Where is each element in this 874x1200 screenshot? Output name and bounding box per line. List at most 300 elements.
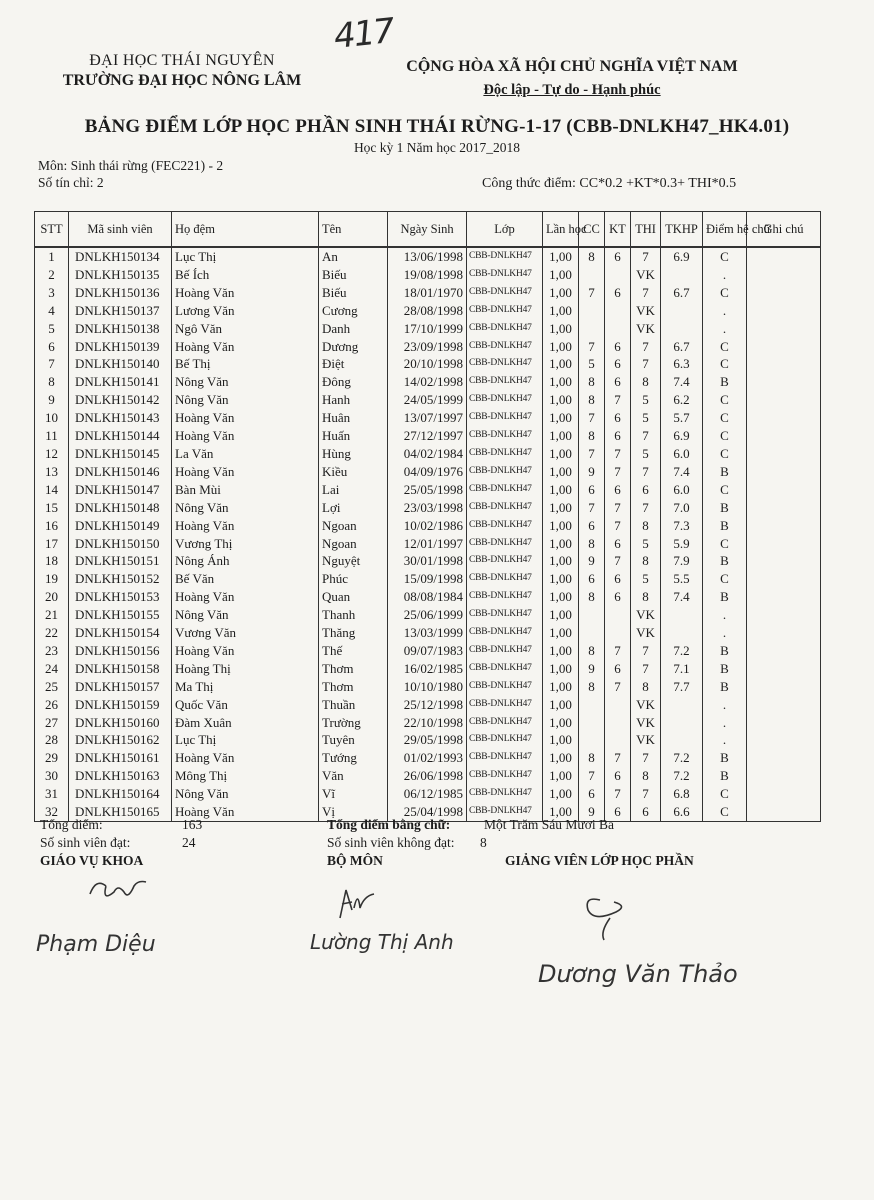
cell-dob: 25/12/1998 [388, 696, 467, 714]
cell-letter-grade: B [703, 552, 747, 570]
table-row [35, 320, 821, 338]
table-row [35, 588, 821, 606]
cell-student-id: DNLKH150136 [69, 284, 172, 302]
cell-note [747, 481, 821, 499]
cell-name: Huân [319, 409, 388, 427]
cell-tkhp: 6.7 [661, 284, 703, 302]
table-row [35, 409, 821, 427]
table-row [35, 624, 821, 642]
cell-tkhp [661, 302, 703, 320]
cell-attempt: 1,00 [543, 463, 579, 481]
cell-stt: 4 [35, 302, 69, 320]
cell-kt: 6 [605, 247, 631, 266]
cell-surname: Nông Văn [172, 606, 319, 624]
cell-class: CBB-DNLKH47 [467, 642, 543, 660]
cell-stt: 26 [35, 696, 69, 714]
cell-note [747, 749, 821, 767]
cell-stt: 27 [35, 714, 69, 732]
cell-cc: 7 [579, 445, 605, 463]
department-signature-mark [330, 880, 380, 925]
cell-dob: 28/08/1998 [388, 302, 467, 320]
cell-class: CBB-DNLKH47 [467, 714, 543, 732]
cell-class: CBB-DNLKH47 [467, 320, 543, 338]
cell-kt: 6 [605, 427, 631, 445]
cell-letter-grade: B [703, 373, 747, 391]
lecturer-title: GIẢNG VIÊN LỚP HỌC PHẦN [505, 853, 694, 868]
cell-attempt: 1,00 [543, 642, 579, 660]
cell-cc [579, 606, 605, 624]
cell-cc: 8 [579, 373, 605, 391]
cell-note [747, 517, 821, 535]
cell-tkhp: 5.9 [661, 535, 703, 553]
cell-note [747, 714, 821, 732]
table-row [35, 660, 821, 678]
cell-dob: 10/02/1986 [388, 517, 467, 535]
cell-dob: 20/10/1998 [388, 355, 467, 373]
lecturer-signature-name: Dương Văn Thảo [538, 960, 738, 988]
cell-surname: Vương Thị [172, 535, 319, 553]
cell-surname: Hoàng Văn [172, 803, 319, 821]
cell-cc [579, 731, 605, 749]
cell-name: Cương [319, 302, 388, 320]
table-row [35, 535, 821, 553]
cell-dob: 18/01/1970 [388, 284, 467, 302]
cell-note [747, 338, 821, 356]
cell-cc [579, 696, 605, 714]
cell-kt: 6 [605, 373, 631, 391]
cell-name: Lợi [319, 499, 388, 517]
cell-letter-grade: . [703, 266, 747, 284]
cell-attempt: 1,00 [543, 785, 579, 803]
grades-table-header [35, 212, 821, 248]
lecturer-signature-mark [570, 888, 650, 948]
cell-kt [605, 714, 631, 732]
cell-stt: 24 [35, 660, 69, 678]
cell-class: CBB-DNLKH47 [467, 338, 543, 356]
cell-thi: 7 [631, 749, 661, 767]
table-row [35, 391, 821, 409]
cell-class: CBB-DNLKH47 [467, 391, 543, 409]
table-row [35, 767, 821, 785]
cell-dob: 12/01/1997 [388, 535, 467, 553]
cell-tkhp: 7.3 [661, 517, 703, 535]
cell-note [747, 302, 821, 320]
cell-note [747, 588, 821, 606]
cell-thi: 5 [631, 445, 661, 463]
cell-stt: 3 [35, 284, 69, 302]
cell-name: Tướng [319, 749, 388, 767]
cell-letter-grade: B [703, 499, 747, 517]
cell-thi: 8 [631, 517, 661, 535]
cell-class: CBB-DNLKH47 [467, 463, 543, 481]
cell-note [747, 570, 821, 588]
cell-surname: Bế Ích [172, 266, 319, 284]
cell-note [747, 803, 821, 821]
cell-surname: Nông Văn [172, 499, 319, 517]
cell-letter-grade: B [703, 767, 747, 785]
cell-student-id: DNLKH150163 [69, 767, 172, 785]
cell-tkhp: 6.9 [661, 427, 703, 445]
cell-thi: 6 [631, 803, 661, 821]
cell-thi: VK [631, 606, 661, 624]
cell-kt: 7 [605, 749, 631, 767]
cell-tkhp: 6.6 [661, 803, 703, 821]
cell-stt: 29 [35, 749, 69, 767]
cell-note [747, 355, 821, 373]
cell-kt: 6 [605, 588, 631, 606]
cell-kt [605, 266, 631, 284]
cell-stt: 1 [35, 247, 69, 266]
cell-dob: 16/02/1985 [388, 660, 467, 678]
cell-attempt: 1,00 [543, 731, 579, 749]
cell-stt: 5 [35, 320, 69, 338]
cell-student-id: DNLKH150154 [69, 624, 172, 642]
cell-surname: Hoàng Văn [172, 427, 319, 445]
cell-name: Văn [319, 767, 388, 785]
cell-thi: 6 [631, 481, 661, 499]
cell-letter-grade: C [703, 570, 747, 588]
cell-dob: 13/07/1997 [388, 409, 467, 427]
cell-tkhp: 6.2 [661, 391, 703, 409]
cell-thi: 8 [631, 552, 661, 570]
cell-tkhp: 6.0 [661, 445, 703, 463]
cell-dob: 01/02/1993 [388, 749, 467, 767]
cell-kt: 7 [605, 552, 631, 570]
semester-line: Học kỳ 1 Năm học 2017_2018 [353, 140, 521, 155]
table-row [35, 642, 821, 660]
national-motto: Độc lập - Tự do - Hạnh phúc [483, 82, 661, 98]
cell-tkhp: 6.3 [661, 355, 703, 373]
credits-line: Số tín chỉ: 2 [38, 175, 104, 190]
cell-dob: 09/07/1983 [388, 642, 467, 660]
cell-name: Thế [319, 642, 388, 660]
cell-dob: 10/10/1980 [388, 678, 467, 696]
cell-class: CBB-DNLKH47 [467, 481, 543, 499]
dean-signature-name: Phạm Diệu [36, 932, 156, 957]
table-row [35, 785, 821, 803]
passed-label: Số sinh viên đạt: [40, 835, 131, 850]
cell-class: CBB-DNLKH47 [467, 767, 543, 785]
cell-stt: 15 [35, 499, 69, 517]
cell-surname: Vương Văn [172, 624, 319, 642]
cell-letter-grade: B [703, 642, 747, 660]
cell-class: CBB-DNLKH47 [467, 535, 543, 553]
table-row [35, 517, 821, 535]
cell-dob: 13/03/1999 [388, 624, 467, 642]
cell-surname: Hoàng Văn [172, 642, 319, 660]
cell-note [747, 606, 821, 624]
cell-student-id: DNLKH150135 [69, 266, 172, 284]
cell-class: CBB-DNLKH47 [467, 517, 543, 535]
cell-thi: 8 [631, 373, 661, 391]
cell-name: Hùng [319, 445, 388, 463]
failed-value: 8 [480, 835, 487, 850]
cell-dob: 27/12/1997 [388, 427, 467, 445]
table-row [35, 427, 821, 445]
cell-attempt: 1,00 [543, 552, 579, 570]
cell-kt: 7 [605, 642, 631, 660]
table-row [35, 499, 821, 517]
cell-class: CBB-DNLKH47 [467, 499, 543, 517]
cell-tkhp [661, 606, 703, 624]
cell-class: CBB-DNLKH47 [467, 302, 543, 320]
cell-name: Đông [319, 373, 388, 391]
cell-student-id: DNLKH150150 [69, 535, 172, 553]
cell-student-id: DNLKH150138 [69, 320, 172, 338]
cell-thi: 8 [631, 588, 661, 606]
cell-attempt: 1,00 [543, 767, 579, 785]
cell-thi: 7 [631, 642, 661, 660]
cell-student-id: DNLKH150156 [69, 642, 172, 660]
cell-attempt: 1,00 [543, 284, 579, 302]
cell-letter-grade: . [703, 714, 747, 732]
cell-dob: 25/04/1998 [388, 803, 467, 821]
cell-stt: 31 [35, 785, 69, 803]
cell-thi: 7 [631, 338, 661, 356]
cell-attempt: 1,00 [543, 588, 579, 606]
cell-surname: Hoàng Văn [172, 749, 319, 767]
cell-stt: 13 [35, 463, 69, 481]
handwritten-page-number: 417 [332, 11, 395, 57]
cell-surname: Hoàng Văn [172, 338, 319, 356]
cell-surname: Hoàng Thị [172, 660, 319, 678]
cell-tkhp [661, 266, 703, 284]
national-header [398, 58, 746, 99]
cell-kt: 7 [605, 463, 631, 481]
cell-note [747, 284, 821, 302]
cell-dob: 22/10/1998 [388, 714, 467, 732]
cell-stt: 19 [35, 570, 69, 588]
cell-surname: Lương Văn [172, 302, 319, 320]
cell-thi: 7 [631, 247, 661, 266]
cell-name: Biếu [319, 284, 388, 302]
cell-stt: 14 [35, 481, 69, 499]
cell-class: CBB-DNLKH47 [467, 445, 543, 463]
cell-dob: 25/05/1998 [388, 481, 467, 499]
cell-letter-grade: C [703, 445, 747, 463]
cell-student-id: DNLKH150165 [69, 803, 172, 821]
cell-cc: 7 [579, 499, 605, 517]
col-header-dob: Ngày Sinh [388, 212, 467, 248]
cell-tkhp: 6.0 [661, 481, 703, 499]
cell-kt: 6 [605, 338, 631, 356]
cell-kt: 6 [605, 767, 631, 785]
cell-dob: 17/10/1999 [388, 320, 467, 338]
subject-line: Môn: Sinh thái rừng (FEC221) - 2 [38, 158, 224, 173]
country-name: CỘNG HÒA XÃ HỘI CHỦ NGHĨA VIỆT NAM [406, 58, 738, 75]
cell-attempt: 1,00 [543, 445, 579, 463]
cell-tkhp: 7.4 [661, 373, 703, 391]
cell-student-id: DNLKH150148 [69, 499, 172, 517]
total-score-value: 163 [182, 817, 203, 832]
table-row [35, 463, 821, 481]
cell-letter-grade: B [703, 678, 747, 696]
cell-thi: 7 [631, 427, 661, 445]
cell-name: Trường [319, 714, 388, 732]
cell-kt [605, 731, 631, 749]
cell-student-id: DNLKH150164 [69, 785, 172, 803]
cell-cc: 9 [579, 463, 605, 481]
cell-class: CBB-DNLKH47 [467, 588, 543, 606]
cell-note [747, 660, 821, 678]
cell-attempt: 1,00 [543, 535, 579, 553]
cell-stt: 17 [35, 535, 69, 553]
table-row [35, 355, 821, 373]
cell-thi: 5 [631, 391, 661, 409]
cell-surname: Hoàng Văn [172, 409, 319, 427]
cell-dob: 25/06/1999 [388, 606, 467, 624]
col-header-class: Lớp [467, 212, 543, 248]
cell-thi: 7 [631, 463, 661, 481]
cell-cc: 8 [579, 247, 605, 266]
cell-kt: 7 [605, 445, 631, 463]
cell-tkhp [661, 714, 703, 732]
cell-name: An [319, 247, 388, 266]
cell-name: Phúc [319, 570, 388, 588]
cell-tkhp: 5.7 [661, 409, 703, 427]
cell-name: Thuần [319, 696, 388, 714]
cell-letter-grade: C [703, 284, 747, 302]
col-header-attempt: Lần học [543, 212, 579, 248]
cell-stt: 7 [35, 355, 69, 373]
cell-cc: 9 [579, 803, 605, 821]
cell-student-id: DNLKH150140 [69, 355, 172, 373]
cell-kt: 7 [605, 517, 631, 535]
cell-dob: 04/02/1984 [388, 445, 467, 463]
table-row [35, 749, 821, 767]
university-name: ĐẠI HỌC THÁI NGUYÊN [89, 52, 275, 69]
cell-dob: 23/03/1998 [388, 499, 467, 517]
table-row [35, 552, 821, 570]
table-row [35, 696, 821, 714]
cell-class: CBB-DNLKH47 [467, 409, 543, 427]
col-header-surname: Họ đệm [172, 212, 319, 248]
cell-attempt: 1,00 [543, 481, 579, 499]
cell-note [747, 731, 821, 749]
cell-letter-grade: C [703, 391, 747, 409]
cell-dob: 06/12/1985 [388, 785, 467, 803]
department-signature-name: Lường Thị Anh [310, 930, 454, 954]
cell-student-id: DNLKH150160 [69, 714, 172, 732]
cell-name: Tuyên [319, 731, 388, 749]
cell-note [747, 373, 821, 391]
document-title: BẢNG ĐIỂM LỚP HỌC PHẦN SINH THÁI RỪNG-1-17 (CBB-DNLKH47_HK4.01) [84, 116, 790, 137]
cell-dob: 15/09/1998 [388, 570, 467, 588]
cell-kt [605, 624, 631, 642]
cell-stt: 21 [35, 606, 69, 624]
cell-kt: 7 [605, 678, 631, 696]
cell-note [747, 767, 821, 785]
cell-name: Dương [319, 338, 388, 356]
cell-name: Thanh [319, 606, 388, 624]
school-name: TRƯỜNG ĐẠI HỌC NÔNG LÂM [62, 72, 302, 89]
table-row [35, 247, 821, 266]
cell-surname: Lục Thị [172, 731, 319, 749]
cell-surname: Nông Văn [172, 785, 319, 803]
dean-signature-mark [84, 872, 154, 917]
cell-tkhp: 7.4 [661, 588, 703, 606]
cell-letter-grade: B [703, 517, 747, 535]
cell-student-id: DNLKH150162 [69, 731, 172, 749]
cell-name: Vĩ [319, 785, 388, 803]
cell-note [747, 247, 821, 266]
cell-name: Biếu [319, 266, 388, 284]
cell-stt: 25 [35, 678, 69, 696]
cell-name: Nguyệt [319, 552, 388, 570]
cell-note [747, 696, 821, 714]
cell-student-id: DNLKH150145 [69, 445, 172, 463]
cell-attempt: 1,00 [543, 570, 579, 588]
cell-note [747, 642, 821, 660]
cell-tkhp: 6.7 [661, 338, 703, 356]
cell-thi: 5 [631, 535, 661, 553]
cell-thi: 7 [631, 499, 661, 517]
cell-letter-grade: C [703, 481, 747, 499]
cell-letter-grade: C [703, 427, 747, 445]
cell-cc: 6 [579, 517, 605, 535]
cell-student-id: DNLKH150141 [69, 373, 172, 391]
table-row [35, 445, 821, 463]
cell-surname: Bàn Mùi [172, 481, 319, 499]
cell-attempt: 1,00 [543, 624, 579, 642]
cell-name: Ngoan [319, 517, 388, 535]
cell-cc: 8 [579, 642, 605, 660]
cell-class: CBB-DNLKH47 [467, 678, 543, 696]
cell-note [747, 678, 821, 696]
cell-cc: 8 [579, 678, 605, 696]
grade-formula: Công thức điểm: CC*0.2 +KT*0.3+ THI*0.5 [482, 176, 737, 191]
cell-surname: Đàm Xuân [172, 714, 319, 732]
cell-student-id: DNLKH150146 [69, 463, 172, 481]
cell-student-id: DNLKH150142 [69, 391, 172, 409]
cell-student-id: DNLKH150159 [69, 696, 172, 714]
cell-letter-grade: . [703, 731, 747, 749]
cell-letter-grade: . [703, 320, 747, 338]
cell-student-id: DNLKH150157 [69, 678, 172, 696]
cell-attempt: 1,00 [543, 749, 579, 767]
cell-note [747, 535, 821, 553]
cell-tkhp: 7.2 [661, 767, 703, 785]
cell-name: Huấn [319, 427, 388, 445]
cell-stt: 6 [35, 338, 69, 356]
cell-attempt: 1,00 [543, 660, 579, 678]
cell-tkhp: 5.5 [661, 570, 703, 588]
cell-cc: 8 [579, 588, 605, 606]
cell-tkhp [661, 624, 703, 642]
cell-thi: VK [631, 731, 661, 749]
cell-class: CBB-DNLKH47 [467, 606, 543, 624]
table-row [35, 338, 821, 356]
cell-letter-grade: C [703, 535, 747, 553]
cell-name: Lai [319, 481, 388, 499]
cell-surname: Ma Thị [172, 678, 319, 696]
cell-surname: Hoàng Văn [172, 588, 319, 606]
cell-attempt: 1,00 [543, 338, 579, 356]
cell-note [747, 409, 821, 427]
cell-letter-grade: C [703, 803, 747, 821]
table-row [35, 606, 821, 624]
cell-tkhp [661, 696, 703, 714]
cell-dob: 29/05/1998 [388, 731, 467, 749]
cell-attempt: 1,00 [543, 714, 579, 732]
cell-surname: Hoàng Văn [172, 463, 319, 481]
cell-kt: 6 [605, 570, 631, 588]
cell-letter-grade: . [703, 696, 747, 714]
cell-letter-grade: B [703, 660, 747, 678]
cell-letter-grade: C [703, 409, 747, 427]
cell-class: CBB-DNLKH47 [467, 247, 543, 266]
cell-note [747, 427, 821, 445]
